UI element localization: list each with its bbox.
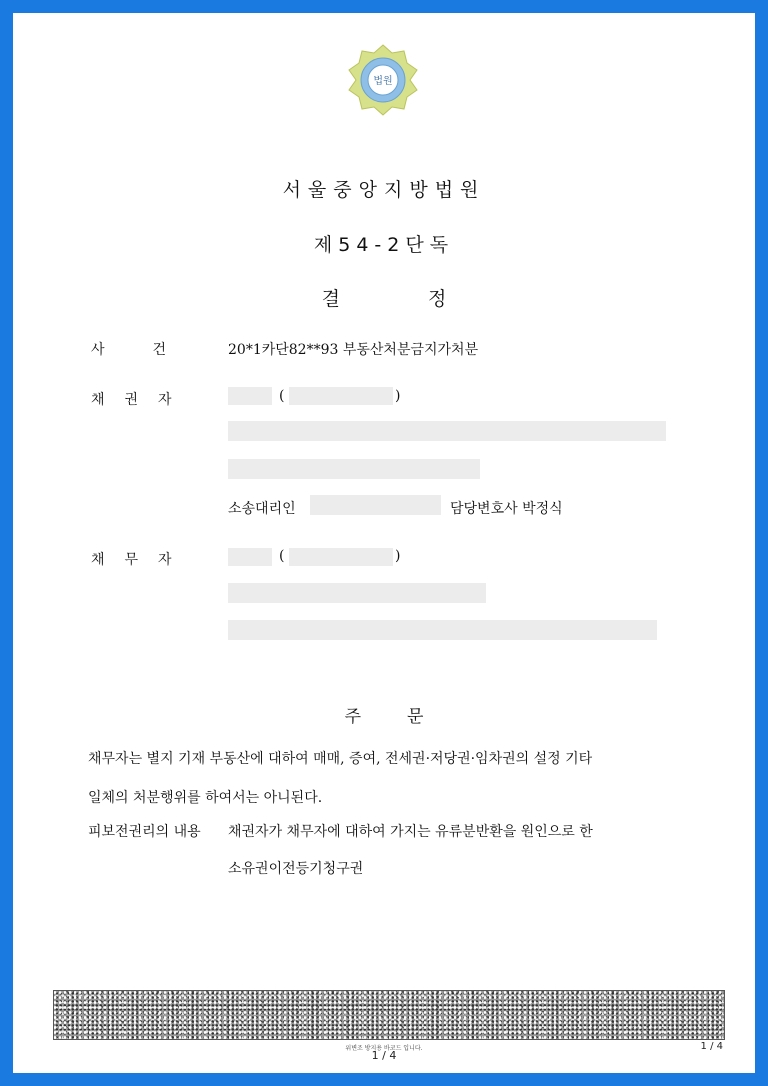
order-heading: 주문 (344, 707, 470, 727)
debtor-address2-redaction (228, 620, 657, 640)
agent-label: 소송대리인 (228, 501, 296, 517)
creditor-paren-close: ) (395, 388, 401, 404)
anti-forgery-barcode (53, 990, 725, 1040)
debtor-id-redaction (289, 548, 393, 566)
debtor-paren-close: ) (395, 548, 401, 564)
svg-text:법원: 법원 (373, 76, 393, 87)
page-number-right: 1 / 4 (700, 1041, 723, 1052)
creditor-address-redaction (228, 421, 666, 441)
document-page (13, 13, 755, 1073)
document-title: 결정 (321, 288, 535, 310)
lawyer-name: 담당변호사 박정식 (450, 501, 563, 517)
creditor-label: 채권자 (91, 392, 192, 408)
case-value: 20*1카단82**93 부동산처분금지가처분 (228, 342, 479, 358)
creditor-paren-open: ( (279, 388, 285, 404)
right-line-1: 채권자가 채무자에 대하여 가지는 유류분반환을 원인으로 한 (228, 824, 593, 840)
debtor-label: 채무자 (91, 552, 192, 568)
right-label: 피보전권리의 내용 (88, 824, 201, 840)
creditor-id-redaction (289, 387, 393, 405)
debtor-address-redaction (228, 583, 486, 603)
court-emblem-icon (346, 43, 420, 117)
court-division: 제54-2단독 (313, 234, 455, 256)
creditor-address2-redaction (228, 459, 480, 479)
barcode-note: 위변조 방지용 바코드 입니다. (345, 1045, 423, 1052)
right-line-2: 소유권이전등기청구권 (228, 861, 364, 877)
order-line-2: 일체의 처분행위를 하여서는 아니된다. (88, 790, 323, 806)
order-line-1: 채무자는 별지 기재 부동산에 대하여 매매, 증여, 전세권·저당권·임차권의 설정 기타 (88, 751, 593, 767)
page-number: 1 / 4 (371, 1049, 397, 1062)
court-name: 서울중앙지방법원 (282, 179, 486, 201)
creditor-name-redaction (228, 387, 272, 405)
agent-firm-redaction (310, 495, 441, 515)
debtor-name-redaction (228, 548, 272, 566)
case-label: 사건 (91, 342, 215, 358)
debtor-paren-open: ( (279, 548, 285, 564)
